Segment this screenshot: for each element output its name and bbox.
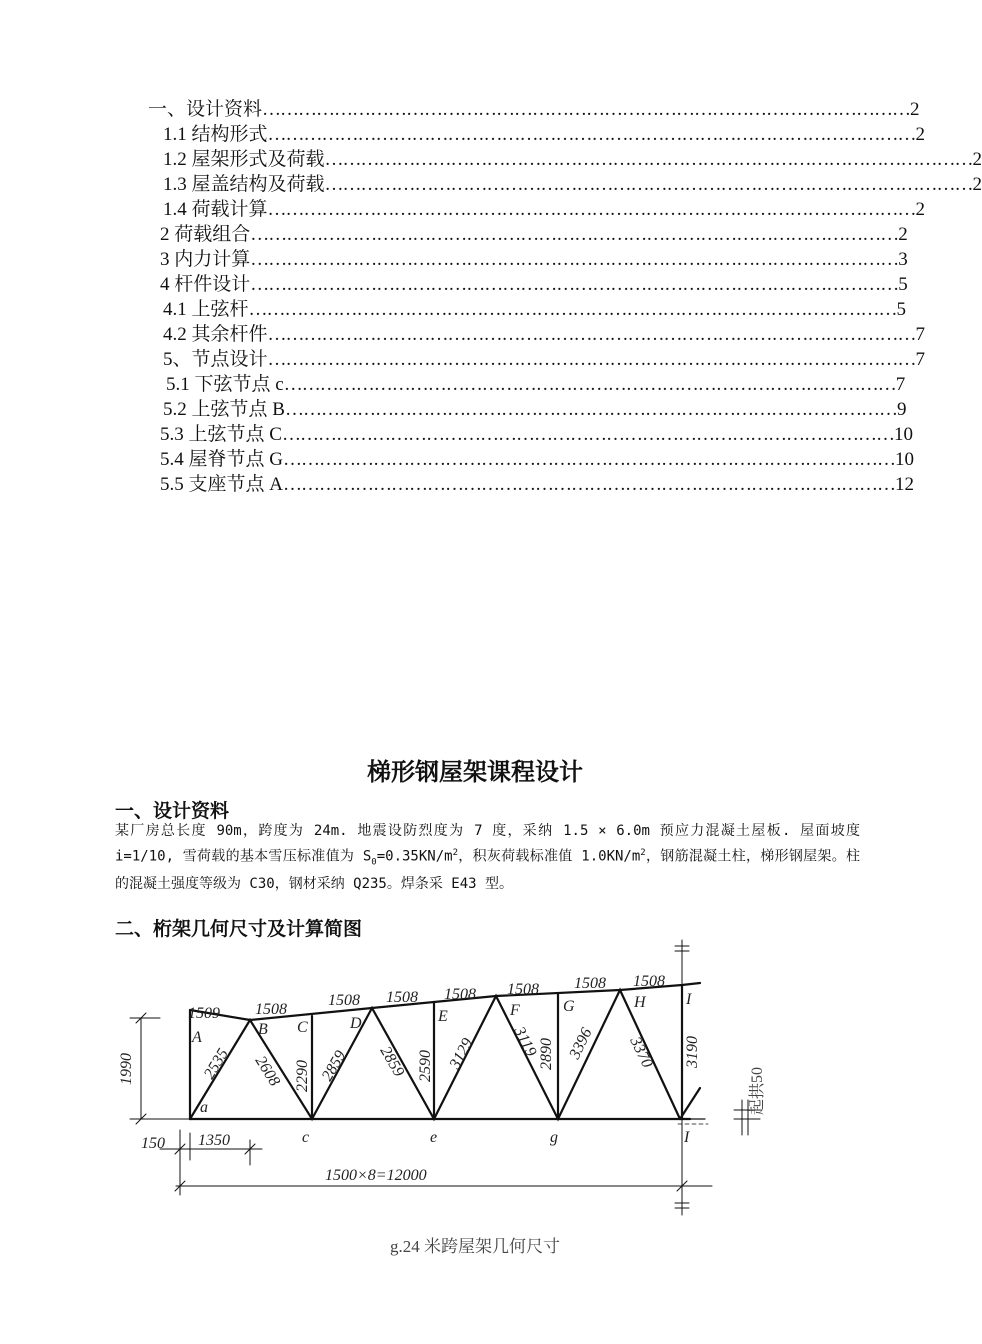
panel-length-label: 1509	[188, 1005, 220, 1022]
section-heading-design-data: 一、设计资料	[115, 800, 230, 822]
member-length-label: 3370	[626, 1034, 656, 1071]
toc-entry-label: 1.3 屋盖结构及荷载	[163, 174, 325, 195]
height-dimension-label: 1990	[118, 1053, 135, 1085]
node-label: I	[686, 991, 692, 1008]
toc-entry-page: 7	[915, 349, 926, 370]
toc-entry-page: 5	[898, 274, 908, 295]
toc-entry-label: 一、设计资料	[148, 99, 263, 120]
document-title: 梯形钢屋架课程设计	[367, 757, 583, 786]
toc-entry[interactable]: 5.4 屋脊节点 G ………………………………………………………………………………………… 10	[160, 449, 914, 470]
node-label: A	[192, 1029, 202, 1046]
panel-length-label: 1508	[255, 1001, 287, 1018]
toc-entry-label: 4.1 上弦杆	[163, 299, 249, 320]
node-label: a	[200, 1099, 208, 1116]
toc-entry[interactable]: 一、设计资料 ……………………………………………………………………………………………… 2	[148, 99, 920, 120]
member-length-label: 2859	[318, 1047, 350, 1084]
member-length-label: 3119	[510, 1024, 540, 1060]
node-label: C	[297, 1019, 308, 1036]
panel-length-label: 1508	[328, 992, 360, 1009]
toc-entry[interactable]: 5.5 支座节点 A ………………………………………………………………………………………… 12	[160, 474, 914, 495]
first-panel-dimension-label: 1350	[198, 1132, 230, 1149]
node-label: F	[510, 1002, 520, 1019]
member-length-label: 3396	[566, 1025, 596, 1062]
toc-entry-page: 9	[896, 399, 907, 420]
toc-entry-page: 7	[895, 374, 906, 395]
toc-entry-label: 4 杆件设计	[160, 274, 251, 295]
toc-entry-page: 2	[972, 149, 982, 170]
member-length-label: 3190	[684, 1036, 701, 1068]
toc-entry[interactable]: 2 荷载组合 ……………………………………………………………………………………………… 2	[160, 224, 908, 245]
toc-entry[interactable]: 5.2 上弦节点 B ………………………………………………………………………………………… 9	[163, 399, 907, 420]
toc-entry-page: 10	[894, 449, 914, 470]
toc-entry-page: 5	[896, 299, 907, 320]
camber-note: 起拱50	[749, 1066, 766, 1115]
toc-entry-label: 5.2 上弦节点 B	[163, 399, 285, 420]
member-length-label: 2859	[376, 1043, 408, 1080]
toc-entry-page: 10	[893, 424, 913, 445]
panel-length-label: 1508	[574, 975, 606, 992]
member-length-label: 2290	[294, 1060, 311, 1092]
toc-entry-page: 2	[910, 99, 920, 120]
toc-entry[interactable]: 3 内力计算 ……………………………………………………………………………………………… 3	[160, 249, 908, 270]
figure-caption: g.24 米跨屋架几何尺寸	[390, 1237, 560, 1256]
toc-entry[interactable]: 1.1 结构形式 ……………………………………………………………………………………………… 2	[163, 124, 926, 145]
node-label: e	[430, 1129, 438, 1146]
member-length-label: 3129	[446, 1035, 477, 1072]
node-label: H	[634, 994, 646, 1011]
toc-entry-label: 2 荷载组合	[160, 224, 251, 245]
member-length-label: 2590	[417, 1050, 434, 1082]
panel-length-label: 1508	[507, 981, 539, 998]
toc-entry-label: 1.2 屋架形式及荷载	[163, 149, 325, 170]
member-length-label: 2535	[200, 1045, 232, 1083]
toc-entry-page: 2	[915, 124, 926, 145]
toc-entry-label: 5、节点设计	[163, 349, 268, 370]
toc-entry[interactable]: 5.3 上弦节点 C ………………………………………………………………………………………… 10	[160, 424, 913, 445]
toc-entry[interactable]: 5、节点设计 ……………………………………………………………………………………………… 7	[163, 349, 926, 370]
member-length-label: 2608	[251, 1053, 283, 1090]
toc-entry-label: 5.1 下弦节点 c	[166, 374, 284, 395]
node-label: c	[302, 1129, 310, 1146]
toc-entry-label: 5.4 屋脊节点 G	[160, 449, 283, 470]
node-label: I	[684, 1129, 690, 1146]
offset-dimension-label: 150	[141, 1135, 165, 1152]
node-label: D	[350, 1015, 362, 1032]
toc-entry-page: 12	[894, 474, 914, 495]
toc-entry-label: 1.1 结构形式	[163, 124, 268, 145]
toc-entry-page: 3	[898, 249, 908, 270]
toc-entry[interactable]: 5.1 下弦节点 c ………………………………………………………………………………………… 7	[166, 374, 906, 395]
toc-entry-label: 4.2 其余杆件	[163, 324, 268, 345]
toc-entry-page: 2	[915, 199, 926, 220]
toc-entry-label: 3 内力计算	[160, 249, 251, 270]
toc-entry[interactable]: 4.2 其余杆件 ……………………………………………………………………………………………… 7	[163, 324, 926, 345]
member-length-label: 2890	[538, 1038, 555, 1070]
toc-entry-page: 7	[915, 324, 926, 345]
node-label: B	[258, 1021, 268, 1038]
panel-length-label: 1508	[633, 973, 665, 990]
panel-length-label: 1508	[386, 989, 418, 1006]
design-data-paragraph: 某厂房总长度 90m，跨度为 24m. 地震设防烈度为 7 度，采纳 1.5 × 6.0m 预应力混凝土屋板. 屋面坡度 i=1/10, 雪荷载的基本雪压标准值为 $S_0=0.35KN/m^2$，积灰荷载标准值 $1.0KN/m^2$，钢筋混凝土柱，梯形钢屋架。柱的混凝土强度等级为 C30，钢材采纳 Q235。焊条采 E43 型。	[115, 823, 861, 893]
section-heading-geometry: 二、桁架几何尺寸及计算简图	[115, 918, 363, 940]
toc-entry[interactable]: 4 杆件设计 ……………………………………………………………………………………………… 5	[160, 274, 908, 295]
toc-entry[interactable]: 1.2 屋架形式及荷载 ……………………………………………………………………………………………… 2	[163, 149, 982, 170]
toc-entry-label: 1.4 荷载计算	[163, 199, 268, 220]
toc-entry[interactable]: 1.4 荷载计算 ……………………………………………………………………………………………… 2	[163, 199, 926, 220]
toc-entry-page: 2	[898, 224, 908, 245]
node-label: G	[563, 998, 575, 1015]
node-label: E	[438, 1008, 448, 1025]
toc-entry[interactable]: 1.3 屋盖结构及荷载 ……………………………………………………………………………………………… 2	[163, 174, 982, 195]
toc-entry-page: 2	[972, 174, 982, 195]
toc-entry-label: 5.3 上弦节点 C	[160, 424, 282, 445]
span-dimension-label: 1500×8=12000	[325, 1167, 427, 1184]
toc-entry[interactable]: 4.1 上弦杆 ……………………………………………………………………………………………… 5	[163, 299, 907, 320]
panel-length-label: 1508	[444, 986, 476, 1003]
toc-entry-label: 5.5 支座节点 A	[160, 474, 283, 495]
node-label: g	[550, 1129, 558, 1146]
